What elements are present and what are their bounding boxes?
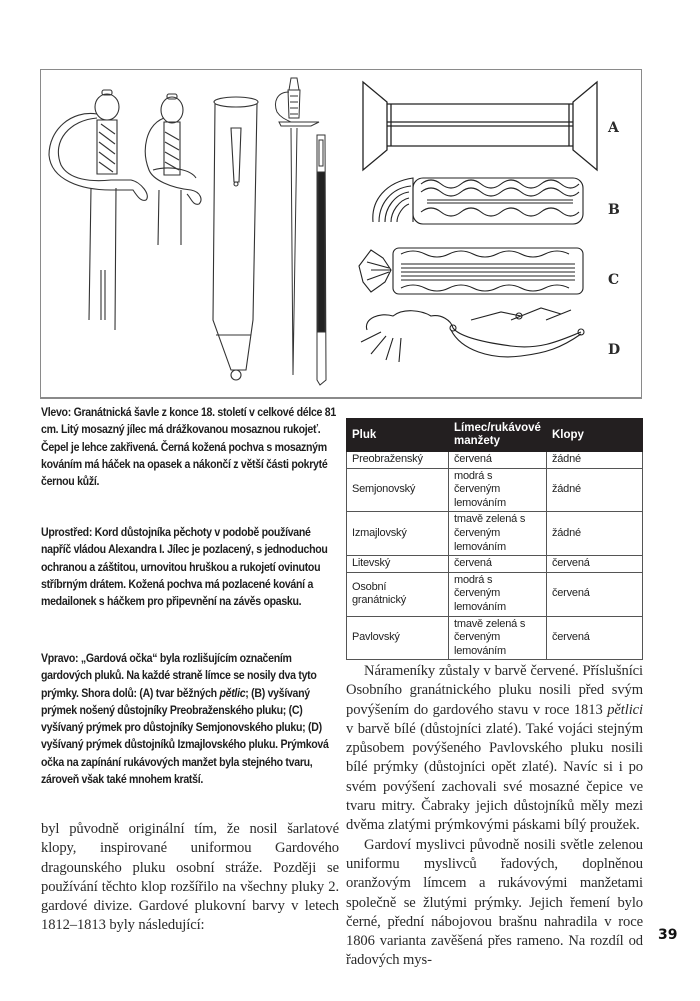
- header-limec: Límec/rukávové manžety: [449, 419, 547, 452]
- caption-right-italic: pětlic: [219, 685, 246, 700]
- swords-and-lace-illustration: [41, 70, 641, 398]
- cell-regiment: Pavlovský: [347, 616, 449, 660]
- illustration-frame: [40, 69, 642, 399]
- lace-c-drawing: [359, 248, 583, 294]
- table-row: [347, 572, 643, 616]
- cell-collar: tmavě zelená s červeným lemováním: [449, 512, 547, 556]
- second-sabre-drawing: [145, 94, 201, 245]
- table-header-row: [347, 419, 643, 452]
- regiment-colors-table: [346, 418, 643, 660]
- header-pluk: Pluk: [347, 419, 449, 452]
- cell-regiment: Preobraženský: [347, 452, 449, 469]
- body-right-paragraph-1: [346, 662, 643, 836]
- cell-collar: červená: [449, 452, 547, 469]
- table-row: [347, 452, 643, 469]
- officer-sword-drawing: [276, 78, 320, 375]
- cell-collar: červená: [449, 556, 547, 573]
- caption-right: [41, 650, 339, 788]
- cell-regiment: Semjonovský: [347, 468, 449, 512]
- table-row: [347, 616, 643, 660]
- lace-label-c: C: [608, 272, 620, 288]
- body-right-p1-text-2: v barvě bílé (důstojníci zlaté). Také vojáci stejným způsobem povýšeného Pavlovského pluku nosili bílé prýmky (důstojníci opět zlaté). Navíc si i po svém povýšení zachovali své mosazné čepice ve tvaru mitry. Čabraky jejich důstojníků měly mezi dvěma zlatými prýmkovými páskami bílý proužek.: [346, 720, 643, 834]
- lace-b-drawing: [373, 178, 583, 224]
- header-klopy: Klopy: [546, 419, 642, 452]
- lace-d-drawing: [361, 308, 584, 362]
- caption-middle: Uprostřed: Kord důstojníka pěchoty v podobě používané napříč vládou Alexandra I. Jílec je pozlacený, s jednoduchou ochranou a záštitou, urnovitou hruškou a rukojetí ovinutou stříbrným drátem. Kožená pochva má pozlacené kování a medailonek s háčkem pro připevnění na závěs opasku.: [41, 525, 328, 609]
- body-right-paragraph-2: Gardoví myslivci původně nosili světle zelenou uniformu myslivců řadových, doplněnou oranžovým límcem a rukávovými manžetami společně se žlutými prýmky. Jejich řemení bylo černé, přední nábojovou brašnu nahradila v roce 1806 varianta zavěšená přes rameno. Na rozdíl od řadových mys-: [346, 836, 643, 969]
- cell-lapels: červená: [546, 616, 642, 660]
- page-number: 39: [658, 927, 678, 943]
- table-row: [347, 468, 643, 512]
- officer-scabbard-drawing: [317, 135, 326, 385]
- caption-right-text-1: Vpravo: „Gardová očka“ byla rozlišujícím označením gardových pluků. Na každé straně límce se nosily dva tyto prýmky. Shora dolů: (A) tvar běžných: [41, 651, 317, 700]
- cell-regiment: Litevský: [347, 556, 449, 573]
- caption-right-text-2: ; (B) vyšívaný prýmek nošený důstojníky Preobraženského pluku; (C) vyšívaný prýmek pro důstojníky Semjonovského pluku; (D) vyšívaný prýmek důstojníků Izmajlovského pluku. Prýmková očka na zapínání rukávových manžet byla stejného tvaru, zároveň však také mnohem kratší.: [41, 685, 329, 787]
- cell-lapels: červená: [546, 572, 642, 616]
- body-text-right: [346, 662, 643, 971]
- table-row: [347, 512, 643, 556]
- cell-lapels: žádné: [546, 452, 642, 469]
- cell-regiment: Izmajlovský: [347, 512, 449, 556]
- cell-collar: tmavě zelená s červeným lemováním: [449, 616, 547, 660]
- cell-collar: modrá s červeným lemováním: [449, 468, 547, 512]
- body-right-p1-text-1: Nárameníky zůstaly v barvě červené. Příslušníci Osobního granátnického pluku nosili před svým povýšením do gardového stavu v roce 1813: [346, 663, 643, 718]
- body-left-paragraph: byl původně originální tím, že nosil šarlatové klopy, inspirované uniformou Gardového dragounského pluku osobní stráže. Později se používání těchto klop rozšířilo na všechny pluky 2. gardové divize. Gardové plukovní barvy v letech 1812–1813 byly následující:: [41, 821, 339, 934]
- cell-regiment: Osobní granátnický: [347, 572, 449, 616]
- body-right-p1-italic: pětlici: [607, 701, 643, 718]
- scabbard-drawing: [213, 97, 258, 380]
- lace-label-b: B: [608, 202, 620, 218]
- lace-label-a: A: [608, 120, 619, 136]
- lace-label-d: D: [608, 342, 621, 358]
- grenadier-sabre-drawing: [49, 90, 147, 330]
- cell-collar: modrá s červeným lemováním: [449, 572, 547, 616]
- lace-a-drawing: [363, 82, 597, 170]
- table-row: [347, 556, 643, 573]
- cell-lapels: červená: [546, 556, 642, 573]
- body-text-left: [41, 820, 339, 936]
- cell-lapels: žádné: [546, 468, 642, 512]
- cell-lapels: žádné: [546, 512, 642, 556]
- caption-left: Vlevo: Granátnická šavle z konce 18. století v celkové délce 81 cm. Litý mosazný jílec má drážkovanou mosaznou rukojeť. Čepel je lehce zakřivená. Černá kožená pochva s mosazným kováním má háček na opasek a nákončí z větší části pokryté černou kůží.: [41, 405, 336, 489]
